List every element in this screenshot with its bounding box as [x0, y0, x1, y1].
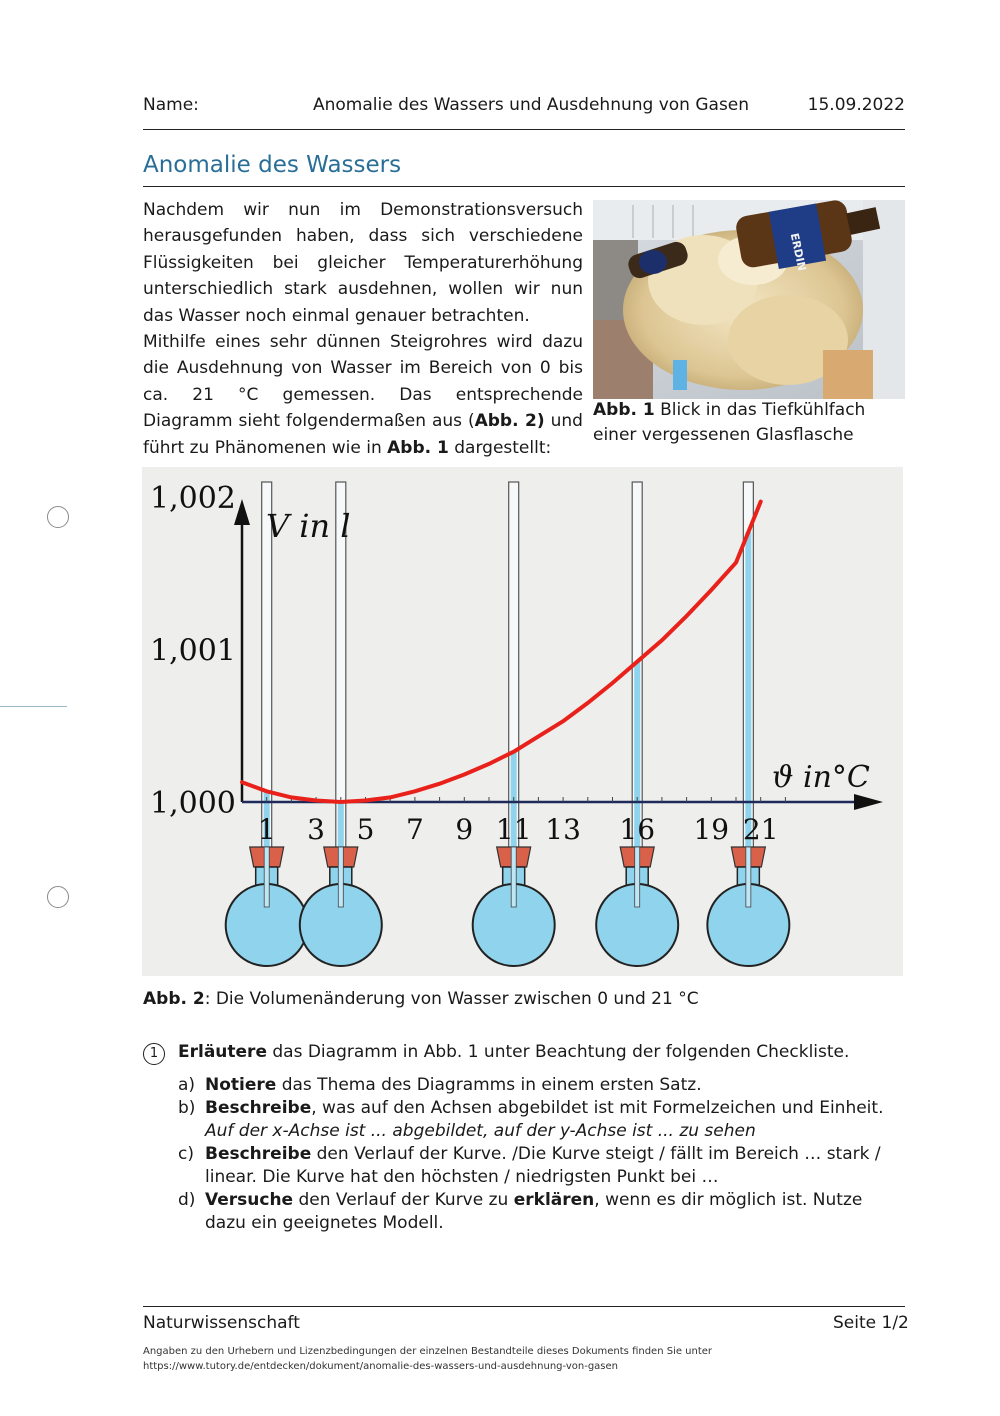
section-title: Anomalie des Wassers — [143, 152, 402, 178]
document-title: Anomalie des Wassers und Ausdehnung von Gasen — [313, 95, 750, 115]
attribution-line-1: Angaben zu den Urhebern und Lizenzbedingungen der einzelnen Bestandteile dieses Dokuments finden Sie unter — [143, 1346, 713, 1357]
y-tick-label: 1,001 — [150, 633, 236, 669]
intro-paragraph-2: Mithilfe eines sehr dünnen Steigrohres wird dazu die Ausdehnung von Wasser im Bereich von 0 bis ca. 21 °C gemessen. Das entsprechende Diagramm sieht folgendermaßen aus (Abb. 2) und führt zu Phänomenen wie in Abb. 1 dargestellt: — [143, 332, 583, 458]
punch-hole-bottom — [47, 886, 69, 908]
task-checklist — [178, 1074, 905, 1235]
volume-chart-svg — [142, 467, 903, 976]
inner-tube — [264, 847, 269, 907]
inner-tube — [511, 847, 516, 907]
figure-2-caption: Abb. 2: Die Volumenänderung von Wasser zwischen 0 und 21 °C — [143, 989, 699, 1009]
x-tick-label: 1 — [257, 813, 276, 846]
attribution-line-2[interactable]: https://www.tutory.de/entdecken/dokument/anomalie-des-wassers-und-ausdehnung-von-gasen — [143, 1361, 619, 1372]
y-tick-label: 1,000 — [150, 786, 236, 821]
freezer-photo — [593, 200, 905, 399]
figure-1-caption: Abb. 1 Blick in das Tiefkühlfach einer vergessenen Glasflasche — [593, 400, 866, 445]
task-number-badge: 1 — [143, 1043, 165, 1065]
y-tick-label: 1,002 — [150, 481, 236, 516]
intro-paragraph-1: Nachdem wir nun im Demonstrationsversuch herausgefunden haben, dass sich verschiedene Flüssigkeiten bei gleicher Temperaturerhöhung unterschiedlich stark ausdehnen, wollen wir nun das Wasser noch einmal genauer betrachten. — [143, 200, 583, 326]
page-header — [143, 95, 905, 119]
inner-tube — [338, 847, 343, 907]
attribution-note — [143, 1344, 712, 1374]
intro-text — [143, 197, 583, 461]
footer-page-number: Seite 1/2 — [833, 1313, 909, 1333]
x-tick-label: 5 — [356, 813, 375, 846]
document-date: 15.09.2022 — [807, 95, 905, 115]
section-divider — [143, 186, 905, 187]
fold-mark — [0, 706, 67, 707]
x-tick-label: 7 — [405, 813, 424, 846]
checklist-item-a: a) Notiere das Thema des Diagramms in einem ersten Satz. — [178, 1075, 702, 1095]
checklist-item-c: c) Beschreibe den Verlauf der Kurve. /Die Kurve steigt / fällt im Bereich … stark / linear. Die Kurve hat den höchsten / niedrigsten Punkt bei … — [178, 1144, 881, 1187]
y-axis-label: V in l — [266, 507, 351, 545]
x-tick-label: 11 — [495, 813, 532, 846]
punch-hole-top — [47, 506, 69, 528]
x-tick-label: 3 — [307, 813, 326, 846]
x-tick-label: 16 — [619, 813, 656, 846]
task-instruction: Erläutere das Diagramm in Abb. 1 unter Beachtung der folgenden Checkliste. — [178, 1042, 850, 1062]
inner-tube — [746, 847, 751, 907]
footer-divider — [143, 1306, 905, 1307]
name-label: Name: — [143, 95, 199, 115]
x-axis-label: ϑ in°C — [772, 760, 870, 795]
x-tick-label: 9 — [455, 813, 474, 846]
checklist-item-b: b) Beschreibe, was auf den Achsen abgebildet ist mit Formelzeichen und Einheit. Auf der x-Achse ist ... abgebildet, auf der y-Achse ist ... zu sehen — [178, 1098, 884, 1141]
x-tick-label: 21 — [742, 813, 779, 846]
header-divider — [143, 129, 905, 130]
checklist-item-d: d) Versuche den Verlauf der Kurve zu erklären, wenn es dir möglich ist. Nutze dazu ein geeignetes Modell. — [178, 1190, 863, 1233]
x-tick-label: 19 — [693, 813, 730, 846]
volume-diagram — [142, 467, 903, 976]
svg-text:ERDIN: ERDIN — [787, 231, 809, 273]
footer-subject: Naturwissenschaft — [143, 1313, 300, 1333]
x-tick-label: 13 — [545, 813, 581, 846]
inner-tube — [635, 847, 640, 907]
